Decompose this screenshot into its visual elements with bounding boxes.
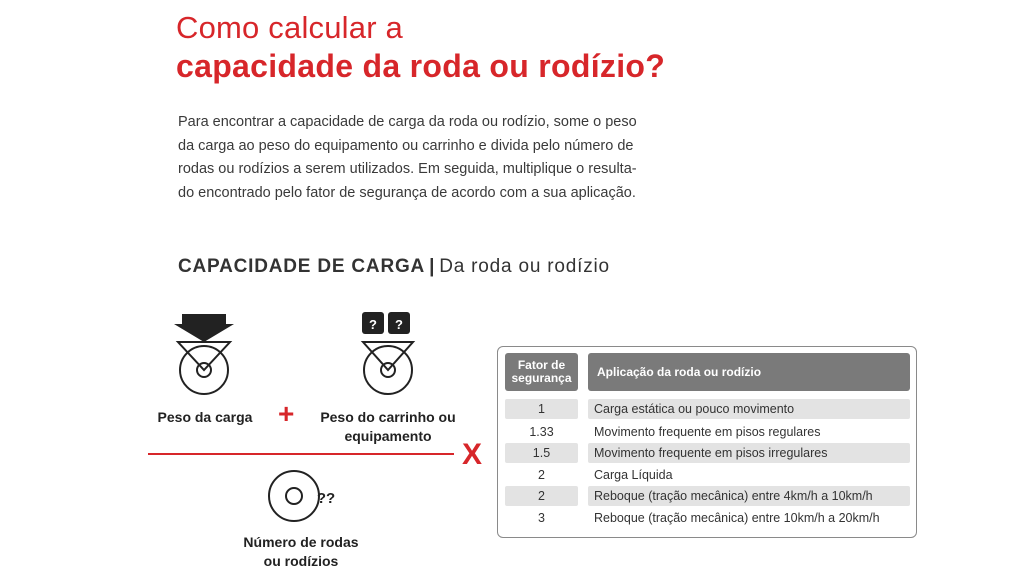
application-cell: Carga Líquida <box>594 468 673 482</box>
factor-cell: 2 <box>538 468 545 482</box>
header-factor: Fator de segurança <box>505 353 578 391</box>
wheels-question-marks: ?? <box>316 490 336 507</box>
page-title-line1: Como calcular a <box>176 10 403 45</box>
section-heading-light: Da roda ou rodízio <box>439 256 610 277</box>
application-cell: Carga estática ou pouco movimento <box>588 399 910 419</box>
multiply-sign: X <box>462 438 483 471</box>
factor-cell: 1.5 <box>505 443 578 463</box>
table-row <box>498 465 916 485</box>
table-row <box>498 486 916 506</box>
intro-paragraph: Para encontrar a capacidade de carga da roda ou rodízio, some o peso da carga ao peso do equipamento ou carrinho e divida pelo número de rodas ou rodízios a serem utilizados. Em seguida, multiplique o resulta- do encontrado pelo fator de segurança de acordo com a sua aplicação. <box>178 114 637 201</box>
factor-cell: 1.33 <box>529 425 554 439</box>
load-caption: Peso da carga <box>157 409 253 425</box>
application-cell: Reboque (tração mecânica) entre 10km/h a 20km/h <box>594 511 880 525</box>
wheels-caption: Número de rodas ou rodízios <box>243 534 359 569</box>
factor-cell: 2 <box>505 486 578 506</box>
table-row <box>498 443 916 463</box>
table-row <box>498 422 916 442</box>
cart-caption: Peso do carrinho ou equipamento <box>320 409 456 444</box>
application-cell: Reboque (tração mecânica) entre 4km/h a 10km/h <box>588 486 910 506</box>
factor-cell: 1 <box>505 399 578 419</box>
table-row <box>498 399 916 419</box>
application-cell: Movimento frequente em pisos regulares <box>594 425 821 439</box>
load-wheel-icon <box>168 312 240 402</box>
table-row <box>498 508 916 528</box>
question-mark-left: ? <box>369 317 377 332</box>
section-heading-separator: | <box>429 256 436 277</box>
safety-factor-table <box>497 346 917 538</box>
section-heading-strong: CAPACIDADE DE CARGA <box>178 256 426 277</box>
application-cell: Movimento frequente em pisos irregulares <box>588 443 910 463</box>
header-application: Aplicação da roda ou rodízio <box>588 353 910 391</box>
question-mark-right: ? <box>395 317 403 332</box>
plus-sign: + <box>278 398 295 429</box>
fraction-divider <box>148 453 454 455</box>
section-heading <box>178 256 610 278</box>
page-title-line2: capacidade da roda ou rodízio? <box>176 48 666 84</box>
factor-cell: 3 <box>538 511 545 525</box>
